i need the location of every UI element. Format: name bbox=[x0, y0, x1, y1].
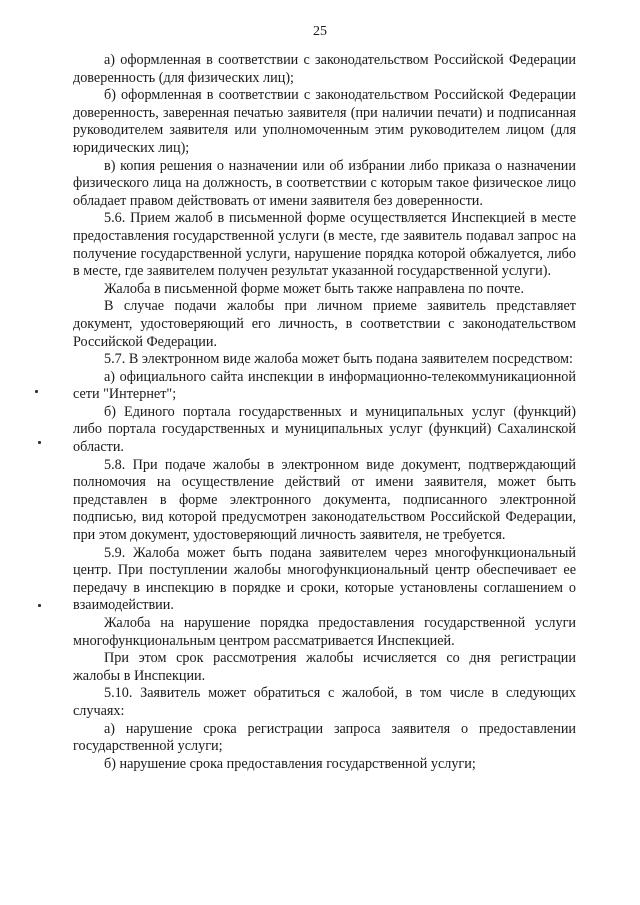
paragraph-5-10: 5.10. Заявитель может обратиться с жалобой, в том числе в следующих случаях: bbox=[73, 685, 576, 719]
paragraph-5-7-b-unified-portal: б) Единого портала государственных и муниципальных услуг (функций) либо портала государственных и муниципальных услуг (функций) Сахалинской области. bbox=[73, 403, 576, 456]
paragraph-5-7: 5.7. В электронном виде жалоба может быть подана заявителем посредством: bbox=[104, 351, 573, 368]
scan-speck bbox=[38, 441, 41, 444]
page-number: 25 bbox=[313, 24, 327, 39]
paragraph-review-period: При этом срок рассмотрения жалобы исчисляется со дня регистрации жалобы в Инспекции. bbox=[73, 650, 576, 684]
scan-speck bbox=[35, 390, 38, 393]
paragraph-5-9: 5.9. Жалоба может быть подана заявителем через многофункциональный центр. При поступлении жалобы многофункциональный центр обеспечивает ее передачу в инспекцию в порядке и сроки, которые установлены соглашением о взаимодействии. bbox=[73, 544, 576, 614]
paragraph-c-appointment-decision-copy: в) копия решения о назначении или об избрании либо приказа о назначении физического лица на должность, в соответствии с которым такое физическое лицо обладает правом действовать от имени заявителя без доверенности. bbox=[73, 157, 576, 209]
document-body bbox=[73, 52, 576, 773]
paragraph-personal-reception: В случае подачи жалобы при личном приеме заявитель представляет документ, удостоверяющий его личность, в соответствии с законодательством Российской Федерации. bbox=[73, 298, 576, 350]
scan-speck bbox=[38, 604, 41, 607]
paragraph-a-individuals-power-of-attorney: а) оформленная в соответствии с законодательством Российской Федерации доверенность (для физических лиц); bbox=[73, 52, 576, 86]
paragraph-5-8: 5.8. При подаче жалобы в электронном виде документ, подтверждающий полномочия на осуществление действий от имени заявителя, может быть представлен в форме электронного документа, подписанного электронной подписью, вид которой предусмотрен законодательством Российской Федерации, при этом документ, удостоверяющий личность заявителя, не требуется. bbox=[73, 456, 576, 544]
paragraph-5-6: 5.6. Прием жалоб в письменной форме осуществляется Инспекцией в месте предоставления государственной услуги (в месте, где заявитель подавал запрос на получение государственной услуги, нарушение порядка которой обжалуется, либо в месте, где заявителем получен результат указанной государственной услуги). bbox=[73, 210, 576, 280]
paragraph-mail-submission: Жалоба в письменной форме может быть также направлена по почте. bbox=[104, 280, 525, 297]
paragraph-5-7-a-official-site: а) официального сайта инспекции в информационно-телекоммуникационной сети "Интернет"; bbox=[73, 368, 576, 403]
paragraph-5-10-a: а) нарушение срока регистрации запроса заявителя о предоставлении государственной услуги; bbox=[73, 720, 576, 755]
paragraph-5-10-b: б) нарушение срока предоставления государственной услуги; bbox=[104, 755, 476, 772]
paragraph-b-legal-entities-power-of-attorney: б) оформленная в соответствии с законодательством Российской Федерации доверенность, заверенная печатью заявителя (при наличии печати) и подписанная руководителем заявителя или уполномоченным этим руководителем лицом (для юридических лиц); bbox=[73, 87, 576, 156]
paragraph-mfc-complaint: Жалоба на нарушение порядка предоставления государственной услуги многофункциональным центром рассматривается Инспекцией. bbox=[73, 615, 576, 649]
